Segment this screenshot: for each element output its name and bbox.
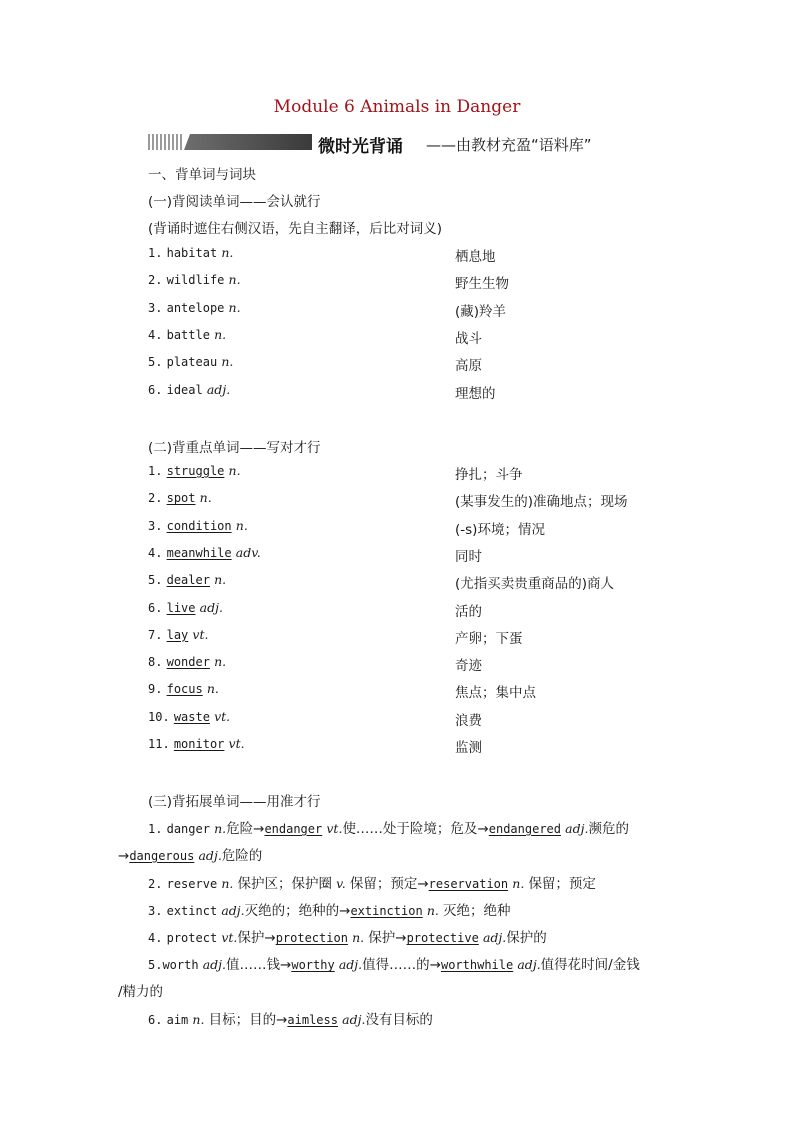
entry-number: 6. <box>148 600 163 615</box>
entry-word: focus <box>166 682 203 697</box>
entry-meaning: 监测 <box>455 740 482 756</box>
answer-word: reservation <box>428 877 509 891</box>
entry-pos: n. <box>221 354 234 370</box>
entry-meaning: 战斗 <box>455 330 482 347</box>
entry-meaning: 挣扎；斗争 <box>455 467 523 483</box>
entry-word: wonder <box>166 655 210 670</box>
entry-number: 2. <box>148 273 163 288</box>
entry-pos: n. <box>221 245 234 260</box>
entry-meaning: (尤指买卖贵重商品的)商人 <box>455 576 615 593</box>
entry-meaning: (某事发生的)准确地点；现场 <box>455 494 628 511</box>
entry-meaning: 理想的 <box>455 385 496 402</box>
entry-pos: n. <box>235 517 248 533</box>
part3-heading: (三)背拓展单词——用准才行 <box>148 794 321 810</box>
answer-word: worthwhile <box>440 958 514 972</box>
entry-pos: n. <box>228 299 241 315</box>
answer-word: endanger <box>264 822 323 836</box>
vocab-entry <box>148 382 230 398</box>
section-heading: 一、背单词与词块 <box>148 167 256 183</box>
banner-sub-text: ——由教材充盈“语料库” <box>426 136 592 154</box>
banner-main-text: 微时光背诵 <box>318 137 403 157</box>
entry-pos: n. <box>199 490 212 506</box>
entry-meaning: 野生生物 <box>455 276 509 293</box>
entry-pos: adv. <box>235 544 261 560</box>
vocab-entry <box>148 490 212 506</box>
entry-meaning: 奇迹 <box>455 658 482 675</box>
vocab-entry <box>148 300 241 316</box>
entry-word: monitor <box>173 737 225 751</box>
banner-bar <box>184 134 312 150</box>
entry-meaning: (-s)环境；情况 <box>455 521 545 538</box>
entry-pos: vt. <box>214 708 231 724</box>
part1-heading: (一)背阅读单词——会认就行 <box>148 194 321 210</box>
banner-stripes <box>148 134 184 150</box>
vocab-entry <box>148 709 230 725</box>
entry-meaning: (藏)羚羊 <box>455 303 507 320</box>
answer-word: worthy <box>291 958 335 972</box>
entry-pos: n. <box>206 681 219 697</box>
answer-word: extinction <box>350 904 423 918</box>
extend-entry-5-cont: /精力的 <box>118 984 164 1000</box>
entry-number: 3. <box>148 300 163 315</box>
entry-pos: n. <box>228 463 241 478</box>
entry-number: 8. <box>148 655 163 670</box>
part2-heading: (二)背重点单词——写对才行 <box>148 440 321 456</box>
entry-word: habitat <box>166 246 218 260</box>
vocab-entry <box>148 245 233 261</box>
entry-number: 4. <box>148 545 163 560</box>
vocab-entry <box>148 272 241 288</box>
answer-word: aimless <box>287 1013 338 1027</box>
entry-pos: adj. <box>206 381 231 397</box>
entry-number: 2. <box>148 491 163 506</box>
entry-number: 4. <box>148 327 163 342</box>
extend-entry-3: 3. extinct adj.灭绝的；绝种的→extinction n. 灭绝；绝种 <box>148 903 511 919</box>
entry-number: 3. <box>148 518 163 533</box>
vocab-entry <box>148 600 223 616</box>
entry-word: lay <box>166 627 189 642</box>
vocab-entry <box>148 518 248 534</box>
answer-word: dangerous <box>129 849 195 863</box>
entry-number: 1. <box>148 246 163 260</box>
extend-entry-2: 2. reserve n. 保护区；保护圈 v. 保留；预定→reservation n. 保留；预定 <box>148 876 596 892</box>
entry-number: 1. <box>148 464 163 478</box>
extend-entry-1: 1. danger n.危险→endanger vt.使……处于险境；危及→endangered adj.濒危的 <box>148 821 629 837</box>
entry-meaning: 产卵；下蛋 <box>455 630 523 647</box>
entry-pos: n. <box>214 572 227 588</box>
vocab-entry <box>148 354 233 370</box>
entry-number: 6. <box>148 382 163 397</box>
part1-note: (背诵时遮住右侧汉语，先自主翻译，后比对词义) <box>148 221 443 237</box>
entry-word: antelope <box>166 300 225 315</box>
extend-entry-6: 6. aim n. 目标；目的→aimless adj.没有目标的 <box>148 1012 433 1028</box>
entry-pos: n. <box>214 326 227 342</box>
entry-pos: vt. <box>228 736 245 751</box>
entry-meaning: 高原 <box>455 358 482 375</box>
entry-word: waste <box>173 709 210 724</box>
entry-number: 10. <box>148 709 170 724</box>
vocab-entry <box>148 545 261 561</box>
entry-word: meanwhile <box>166 545 232 560</box>
entry-word: live <box>166 600 196 615</box>
extend-entry-4: 4. protect vt.保护→protection n. 保护→protective adj.保护的 <box>148 930 547 946</box>
entry-number: 5. <box>148 355 163 370</box>
entry-word: battle <box>166 327 210 342</box>
entry-meaning: 浪费 <box>455 712 482 729</box>
entry-meaning: 同时 <box>455 548 482 565</box>
entry-word: struggle <box>166 464 225 478</box>
answer-word: endangered <box>488 822 561 836</box>
entry-word: spot <box>166 491 196 506</box>
vocab-entry <box>148 627 208 643</box>
entry-number: 5. <box>148 573 163 588</box>
entry-pos: adj. <box>199 599 223 615</box>
entry-word: ideal <box>166 382 203 397</box>
answer-word: protective <box>406 931 479 945</box>
entry-pos: n. <box>214 654 227 670</box>
entry-pos: n. <box>228 272 241 288</box>
extend-entry-5: 5.worth adj.值……钱→worthy adj.值得……的→worthwhile adj.值得花时间/金钱 <box>148 957 640 973</box>
entry-meaning: 活的 <box>455 603 482 620</box>
entry-meaning: 栖息地 <box>455 249 496 265</box>
vocab-entry <box>148 681 219 697</box>
vocab-entry <box>148 463 241 479</box>
entry-word: plateau <box>166 355 218 370</box>
vocab-entry <box>148 736 245 752</box>
entry-word: dealer <box>166 573 210 588</box>
entry-number: 9. <box>148 682 163 697</box>
page-title: Module 6 Animals in Danger <box>273 97 521 117</box>
entry-word: condition <box>166 518 232 533</box>
entry-pos: vt. <box>192 626 209 642</box>
entry-word: wildlife <box>166 273 225 288</box>
entry-number: 11. <box>148 737 170 751</box>
extend-entry-1-cont: →dangerous adj.危险的 <box>118 848 263 864</box>
vocab-entry <box>148 327 226 343</box>
entry-number: 7. <box>148 627 163 642</box>
vocab-entry <box>148 572 226 588</box>
entry-meaning: 焦点；集中点 <box>455 685 536 702</box>
answer-word: protection <box>275 931 348 945</box>
vocab-entry <box>148 654 226 670</box>
